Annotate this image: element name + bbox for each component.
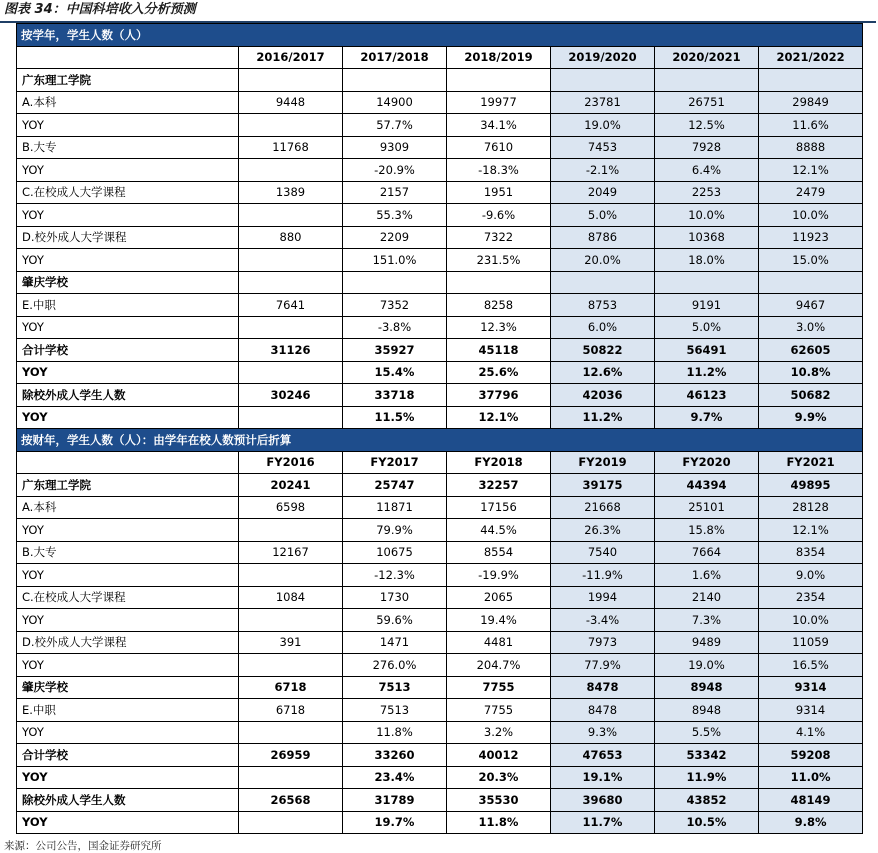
table-cell: 1.6%: [655, 564, 759, 587]
table-cell: -19.9%: [447, 564, 551, 587]
table-cell: 9489: [655, 631, 759, 654]
table-row: [17, 204, 863, 227]
table-cell: [551, 271, 655, 294]
table-cell: 8554: [447, 541, 551, 564]
table-cell: 1389: [239, 181, 343, 204]
table-cell: 15.4%: [343, 361, 447, 384]
table-cell: 7513: [343, 676, 447, 699]
table-cell: 31126: [239, 339, 343, 362]
row-label: D.校外成人大学课程: [17, 226, 239, 249]
table-cell: 25101: [655, 496, 759, 519]
table-row: [17, 361, 863, 384]
table-cell: 33260: [343, 744, 447, 767]
header-corner: [17, 46, 239, 69]
table-cell: 15.0%: [759, 249, 863, 272]
table-cell: 35927: [343, 339, 447, 362]
column-header: FY2017: [343, 451, 447, 474]
table-cell: 5.0%: [655, 316, 759, 339]
table-cell: 12.1%: [447, 406, 551, 429]
table-cell: 19.7%: [343, 811, 447, 834]
column-header: 2020/2021: [655, 46, 759, 69]
table-cell: 3.2%: [447, 721, 551, 744]
table-cell: [239, 406, 343, 429]
table-row: [17, 249, 863, 272]
row-label: YOY: [17, 159, 239, 182]
table-cell: [759, 271, 863, 294]
table-cell: 1471: [343, 631, 447, 654]
table-cell: 7973: [551, 631, 655, 654]
table-row: [17, 181, 863, 204]
row-label: 合计学校: [17, 339, 239, 362]
table-cell: 19.0%: [655, 654, 759, 677]
row-label: YOY: [17, 519, 239, 542]
table-cell: 7755: [447, 676, 551, 699]
table-cell: [447, 271, 551, 294]
table-cell: 8753: [551, 294, 655, 317]
table-cell: 11.5%: [343, 406, 447, 429]
table-cell: 28128: [759, 496, 863, 519]
table-cell: 35530: [447, 789, 551, 812]
table-cell: 11.7%: [551, 811, 655, 834]
table-cell: 2140: [655, 586, 759, 609]
table-cell: [551, 69, 655, 92]
table-cell: [759, 69, 863, 92]
table-cell: [239, 316, 343, 339]
table-row: [17, 474, 863, 497]
table-cell: 11.9%: [655, 766, 759, 789]
table-cell: [239, 564, 343, 587]
column-header: FY2020: [655, 451, 759, 474]
row-label: 肇庆学校: [17, 676, 239, 699]
table-row: [17, 721, 863, 744]
table-cell: 62605: [759, 339, 863, 362]
table-row: [17, 766, 863, 789]
table-cell: 231.5%: [447, 249, 551, 272]
row-label: YOY: [17, 721, 239, 744]
table-cell: 10.0%: [759, 609, 863, 632]
table-cell: 8786: [551, 226, 655, 249]
table-cell: [239, 249, 343, 272]
table-cell: -20.9%: [343, 159, 447, 182]
figure-title: 图表 34：中国科培收入分析预测: [4, 2, 196, 17]
table-cell: 4481: [447, 631, 551, 654]
table-cell: 25747: [343, 474, 447, 497]
table-cell: 59.6%: [343, 609, 447, 632]
table-cell: -2.1%: [551, 159, 655, 182]
row-label: E.中职: [17, 699, 239, 722]
row-label: 除校外成人学生人数: [17, 384, 239, 407]
table-cell: 7540: [551, 541, 655, 564]
table-cell: 11768: [239, 136, 343, 159]
row-label: A.本科: [17, 496, 239, 519]
table-cell: 57.7%: [343, 114, 447, 137]
table-cell: [343, 271, 447, 294]
row-label: 肇庆学校: [17, 271, 239, 294]
table-row: [17, 226, 863, 249]
table-cell: 11.2%: [655, 361, 759, 384]
table-cell: 31789: [343, 789, 447, 812]
row-label: YOY: [17, 811, 239, 834]
table-row: [17, 159, 863, 182]
table-cell: 12.1%: [759, 159, 863, 182]
table-cell: 8948: [655, 699, 759, 722]
table-row: [17, 676, 863, 699]
table-cell: 1084: [239, 586, 343, 609]
column-header: FY2018: [447, 451, 551, 474]
table-cell: 23781: [551, 91, 655, 114]
table-cell: 10675: [343, 541, 447, 564]
table-cell: -12.3%: [343, 564, 447, 587]
table-cell: 10.8%: [759, 361, 863, 384]
table-cell: 59208: [759, 744, 863, 767]
column-header: 2017/2018: [343, 46, 447, 69]
table-cell: 8948: [655, 676, 759, 699]
table-cell: 2049: [551, 181, 655, 204]
table-row: [17, 406, 863, 429]
table-cell: 15.8%: [655, 519, 759, 542]
table-cell: 33718: [343, 384, 447, 407]
section1-title-row: [17, 24, 863, 47]
table-cell: 19.4%: [447, 609, 551, 632]
table-row: [17, 564, 863, 587]
table-cell: 21668: [551, 496, 655, 519]
student-forecast-table: [16, 23, 863, 834]
table-cell: 29849: [759, 91, 863, 114]
table-cell: -9.6%: [447, 204, 551, 227]
table-cell: 46123: [655, 384, 759, 407]
table-cell: 34.1%: [447, 114, 551, 137]
table-cell: 49895: [759, 474, 863, 497]
table-row: [17, 744, 863, 767]
table-cell: 16.5%: [759, 654, 863, 677]
row-label: C.在校成人大学课程: [17, 586, 239, 609]
column-header: FY2019: [551, 451, 655, 474]
table-cell: 77.9%: [551, 654, 655, 677]
table-cell: 20.0%: [551, 249, 655, 272]
table-row: [17, 316, 863, 339]
table-cell: 23.4%: [343, 766, 447, 789]
table-cell: 26751: [655, 91, 759, 114]
table-cell: 12167: [239, 541, 343, 564]
table-cell: 11871: [343, 496, 447, 519]
table-cell: 2253: [655, 181, 759, 204]
table-cell: 19.0%: [551, 114, 655, 137]
table-cell: 6598: [239, 496, 343, 519]
table-cell: 8354: [759, 541, 863, 564]
table-cell: 8478: [551, 676, 655, 699]
table-cell: 7352: [343, 294, 447, 317]
table-cell: -18.3%: [447, 159, 551, 182]
row-label: 广东理工学院: [17, 474, 239, 497]
table-cell: 9.3%: [551, 721, 655, 744]
table-cell: 55.3%: [343, 204, 447, 227]
table-row: [17, 271, 863, 294]
table-cell: 43852: [655, 789, 759, 812]
table-cell: 391: [239, 631, 343, 654]
table-cell: 1994: [551, 586, 655, 609]
table-cell: 11.0%: [759, 766, 863, 789]
table-cell: 11923: [759, 226, 863, 249]
table-cell: 12.3%: [447, 316, 551, 339]
table-cell: 7610: [447, 136, 551, 159]
table-cell: 50682: [759, 384, 863, 407]
table-cell: 7.3%: [655, 609, 759, 632]
header-row: [17, 451, 863, 474]
table-cell: 14900: [343, 91, 447, 114]
table-row: [17, 586, 863, 609]
row-label: D.校外成人大学课程: [17, 631, 239, 654]
table-cell: 9191: [655, 294, 759, 317]
header-corner: [17, 451, 239, 474]
table-cell: 48149: [759, 789, 863, 812]
table-cell: 7928: [655, 136, 759, 159]
table-cell: 2354: [759, 586, 863, 609]
table-cell: [239, 766, 343, 789]
table-cell: 10.0%: [655, 204, 759, 227]
table-row: [17, 294, 863, 317]
table-cell: 30246: [239, 384, 343, 407]
table-cell: 2065: [447, 586, 551, 609]
table-cell: 9.0%: [759, 564, 863, 587]
table-cell: [239, 721, 343, 744]
table-cell: [655, 271, 759, 294]
table-cell: 44394: [655, 474, 759, 497]
table-cell: 47653: [551, 744, 655, 767]
table-cell: [239, 204, 343, 227]
table-cell: [239, 271, 343, 294]
table-cell: [239, 654, 343, 677]
row-label: YOY: [17, 361, 239, 384]
table-cell: 11.2%: [551, 406, 655, 429]
table-cell: 10.0%: [759, 204, 863, 227]
table-cell: 44.5%: [447, 519, 551, 542]
table-cell: 39175: [551, 474, 655, 497]
table-cell: [239, 361, 343, 384]
table-cell: 8888: [759, 136, 863, 159]
table-row: [17, 114, 863, 137]
table-cell: 26568: [239, 789, 343, 812]
section-title: 按财年，学生人数（人）：由学年在校人数预计后折算: [17, 429, 863, 452]
section2-title-row: [17, 429, 863, 452]
table-cell: 9309: [343, 136, 447, 159]
row-label: E.中职: [17, 294, 239, 317]
table-cell: 7322: [447, 226, 551, 249]
table-cell: 2157: [343, 181, 447, 204]
table-row: [17, 811, 863, 834]
table-row: [17, 631, 863, 654]
table-cell: 25.6%: [447, 361, 551, 384]
table-cell: 6718: [239, 699, 343, 722]
table-cell: 11.8%: [343, 721, 447, 744]
table-row: [17, 69, 863, 92]
table-cell: 8258: [447, 294, 551, 317]
table-cell: 3.0%: [759, 316, 863, 339]
table-row: [17, 339, 863, 362]
table-cell: [239, 609, 343, 632]
row-label: YOY: [17, 564, 239, 587]
source-note: 来源：公司公告，国金证券研究所: [4, 840, 162, 852]
table-cell: 50822: [551, 339, 655, 362]
table-row: [17, 654, 863, 677]
row-label: B.大专: [17, 136, 239, 159]
table-row: [17, 541, 863, 564]
table-cell: 9467: [759, 294, 863, 317]
table-cell: 9314: [759, 699, 863, 722]
table-cell: 12.1%: [759, 519, 863, 542]
table-cell: [447, 69, 551, 92]
table-row: [17, 136, 863, 159]
column-header: 2021/2022: [759, 46, 863, 69]
column-header: 2019/2020: [551, 46, 655, 69]
row-label: C.在校成人大学课程: [17, 181, 239, 204]
row-label: 合计学校: [17, 744, 239, 767]
table-cell: 204.7%: [447, 654, 551, 677]
section-title: 按学年，学生人数（人）: [17, 24, 863, 47]
table-cell: 6.4%: [655, 159, 759, 182]
table-cell: 19977: [447, 91, 551, 114]
table-cell: 18.0%: [655, 249, 759, 272]
table-cell: 10368: [655, 226, 759, 249]
table-cell: 7755: [447, 699, 551, 722]
table-cell: [239, 114, 343, 137]
table-cell: [239, 811, 343, 834]
row-label: 除校外成人学生人数: [17, 789, 239, 812]
table-cell: 26959: [239, 744, 343, 767]
column-header: 2016/2017: [239, 46, 343, 69]
table-cell: 7664: [655, 541, 759, 564]
table-cell: 26.3%: [551, 519, 655, 542]
table-row: [17, 91, 863, 114]
table-cell: 5.0%: [551, 204, 655, 227]
column-header: FY2016: [239, 451, 343, 474]
table-row: [17, 384, 863, 407]
table-cell: 19.1%: [551, 766, 655, 789]
table-cell: 10.5%: [655, 811, 759, 834]
table-cell: 37796: [447, 384, 551, 407]
table-cell: 6.0%: [551, 316, 655, 339]
header-row: [17, 46, 863, 69]
row-label: 广东理工学院: [17, 69, 239, 92]
table-cell: 20241: [239, 474, 343, 497]
table-row: [17, 789, 863, 812]
row-label: YOY: [17, 654, 239, 677]
table-cell: 2209: [343, 226, 447, 249]
table-cell: 9314: [759, 676, 863, 699]
table-row: [17, 609, 863, 632]
row-label: YOY: [17, 609, 239, 632]
table-cell: 8478: [551, 699, 655, 722]
table-cell: 276.0%: [343, 654, 447, 677]
table-cell: 9448: [239, 91, 343, 114]
table-cell: 40012: [447, 744, 551, 767]
table-cell: 11.8%: [447, 811, 551, 834]
table-cell: 4.1%: [759, 721, 863, 744]
table-row: [17, 519, 863, 542]
table-cell: 151.0%: [343, 249, 447, 272]
table-cell: [343, 69, 447, 92]
table-cell: -11.9%: [551, 564, 655, 587]
row-label: YOY: [17, 204, 239, 227]
column-header: FY2021: [759, 451, 863, 474]
table-cell: 20.3%: [447, 766, 551, 789]
table-row: [17, 699, 863, 722]
table-cell: [655, 69, 759, 92]
table-cell: 7641: [239, 294, 343, 317]
table-cell: 2479: [759, 181, 863, 204]
column-header: 2018/2019: [447, 46, 551, 69]
row-label: YOY: [17, 249, 239, 272]
table-cell: 53342: [655, 744, 759, 767]
table-cell: 880: [239, 226, 343, 249]
table-cell: 42036: [551, 384, 655, 407]
row-label: A.本科: [17, 91, 239, 114]
table-row: [17, 496, 863, 519]
table-cell: 7453: [551, 136, 655, 159]
table-cell: 56491: [655, 339, 759, 362]
table-cell: [239, 69, 343, 92]
table-cell: 17156: [447, 496, 551, 519]
table-cell: 6718: [239, 676, 343, 699]
table-cell: 11.6%: [759, 114, 863, 137]
table-cell: 39680: [551, 789, 655, 812]
table-cell: 9.8%: [759, 811, 863, 834]
table-cell: -3.8%: [343, 316, 447, 339]
table-cell: -3.4%: [551, 609, 655, 632]
row-label: YOY: [17, 316, 239, 339]
table-cell: [239, 159, 343, 182]
table-cell: 1951: [447, 181, 551, 204]
row-label: YOY: [17, 114, 239, 137]
table-cell: 32257: [447, 474, 551, 497]
table-cell: 12.5%: [655, 114, 759, 137]
table-cell: 9.7%: [655, 406, 759, 429]
row-label: YOY: [17, 766, 239, 789]
table-cell: 45118: [447, 339, 551, 362]
table-cell: 7513: [343, 699, 447, 722]
table-cell: [239, 519, 343, 542]
table-cell: 9.9%: [759, 406, 863, 429]
row-label: B.大专: [17, 541, 239, 564]
table-cell: 12.6%: [551, 361, 655, 384]
row-label: YOY: [17, 406, 239, 429]
table-cell: 5.5%: [655, 721, 759, 744]
table-cell: 1730: [343, 586, 447, 609]
table-cell: 11059: [759, 631, 863, 654]
table-cell: 79.9%: [343, 519, 447, 542]
